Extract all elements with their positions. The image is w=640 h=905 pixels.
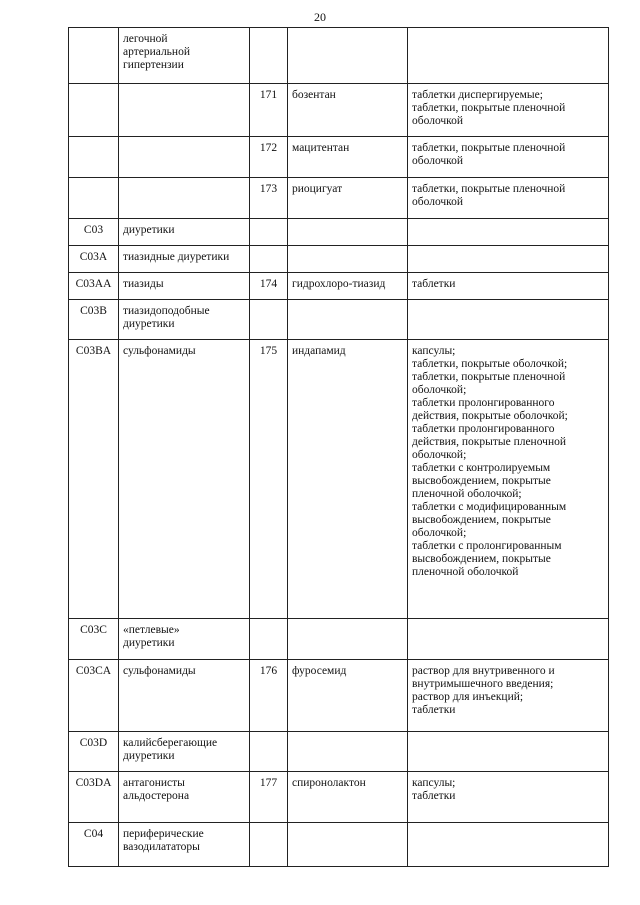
row-number-cell: 172: [250, 137, 288, 178]
dosage-forms-cell: [408, 178, 609, 219]
drug-name-cell: [288, 300, 408, 340]
atc-group-line: диуретики: [123, 318, 175, 330]
drug-name-cell: фуросемид: [288, 660, 408, 732]
drug-name-cell: гидрохлоро-тиазид: [288, 273, 408, 300]
drug-table: [68, 27, 609, 867]
drug-name-cell: бозентан: [288, 84, 408, 137]
atc-group-line: сульфонамиды: [123, 665, 196, 677]
table-row: [69, 823, 609, 867]
row-number-cell: 174: [250, 273, 288, 300]
table-row: [69, 300, 609, 340]
dosage-forms-line: таблетки пролонгированного: [412, 423, 555, 435]
atc-group-line: альдостерона: [123, 790, 190, 802]
dosage-forms-cell: [408, 137, 609, 178]
dosage-forms-cell: [408, 660, 609, 732]
row-number-cell: [250, 28, 288, 84]
atc-group-line: калийсберегающие: [123, 737, 218, 749]
dosage-forms-line: таблетки с пролонгированным: [412, 540, 562, 552]
atc-code-cell: C03CA: [69, 660, 119, 732]
atc-group-cell: [119, 772, 250, 823]
row-number-cell: 176: [250, 660, 288, 732]
atc-code-cell: [69, 137, 119, 178]
table-row: [69, 178, 609, 219]
dosage-forms-line: действия, покрытые пленочной: [412, 436, 567, 448]
dosage-forms-line: таблетки: [412, 790, 456, 802]
atc-group-line: тиазиды: [123, 278, 164, 290]
row-number-cell: 171: [250, 84, 288, 137]
atc-group-line: артериальной: [123, 46, 190, 58]
dosage-forms-cell: [408, 823, 609, 867]
dosage-forms-cell: [408, 246, 609, 273]
table-row: [69, 619, 609, 660]
dosage-forms-line: таблетки, покрытые пленочной: [412, 183, 566, 195]
atc-group-cell: [119, 823, 250, 867]
dosage-forms-line: пленочной оболочкой: [412, 566, 519, 578]
dosage-forms-line: оболочкой: [412, 196, 464, 208]
atc-group-cell: [119, 219, 250, 246]
table-row: [69, 340, 609, 619]
row-number-cell: 177: [250, 772, 288, 823]
dosage-forms-line: оболочкой;: [412, 384, 467, 396]
atc-code-cell: C03D: [69, 732, 119, 772]
dosage-forms-cell: [408, 219, 609, 246]
table-row: [69, 660, 609, 732]
row-number-cell: [250, 246, 288, 273]
drug-name-cell: [288, 28, 408, 84]
atc-code-cell: C03BA: [69, 340, 119, 619]
drug-name-cell: риоцигуат: [288, 178, 408, 219]
drug-name-cell: мацитентан: [288, 137, 408, 178]
row-number-cell: [250, 219, 288, 246]
atc-group-cell: [119, 137, 250, 178]
atc-code-cell: C03C: [69, 619, 119, 660]
drug-name-cell: индапамид: [288, 340, 408, 619]
page-number: 20: [314, 10, 326, 24]
atc-group-cell: [119, 732, 250, 772]
atc-group-cell: [119, 300, 250, 340]
dosage-forms-line: действия, покрытые оболочкой;: [412, 410, 568, 422]
table-row: [69, 219, 609, 246]
dosage-forms-line: высвобождением, покрытые: [412, 514, 551, 526]
drug-name-cell: [288, 823, 408, 867]
atc-group-cell: [119, 178, 250, 219]
dosage-forms-line: таблетки: [412, 278, 456, 290]
atc-code-cell: C04: [69, 823, 119, 867]
table-row: [69, 246, 609, 273]
dosage-forms-line: таблетки с модифицированным: [412, 501, 567, 513]
atc-group-cell: [119, 619, 250, 660]
drug-name-cell: [288, 219, 408, 246]
dosage-forms-cell: [408, 340, 609, 619]
drug-name-cell: спиронолактон: [288, 772, 408, 823]
atc-group-line: диуретики: [123, 637, 175, 649]
row-number-cell: 175: [250, 340, 288, 619]
dosage-forms-line: капсулы;: [412, 345, 456, 357]
atc-code-cell: C03A: [69, 246, 119, 273]
dosage-forms-line: внутримышечного введения;: [412, 678, 554, 690]
atc-group-line: вазодилататоры: [123, 841, 200, 853]
dosage-forms-cell: [408, 273, 609, 300]
dosage-forms-line: раствор для инъекций;: [412, 691, 524, 703]
dosage-forms-line: высвобождением, покрытые: [412, 553, 551, 565]
atc-group-line: тиазидоподобные: [123, 305, 210, 317]
dosage-forms-cell: [408, 84, 609, 137]
dosage-forms-line: таблетки, покрытые пленочной: [412, 102, 566, 114]
dosage-forms-line: высвобождением, покрытые: [412, 475, 551, 487]
atc-code-cell: C03AA: [69, 273, 119, 300]
table-row: [69, 84, 609, 137]
atc-group-cell: [119, 246, 250, 273]
dosage-forms-line: раствор для внутривенного и: [412, 665, 555, 677]
dosage-forms-line: таблетки диспергируемые;: [412, 89, 543, 101]
atc-group-cell: [119, 84, 250, 137]
dosage-forms-line: оболочкой;: [412, 527, 467, 539]
atc-group-line: диуретики: [123, 224, 175, 236]
dosage-forms-cell: [408, 300, 609, 340]
atc-group-line: антагонисты: [123, 777, 185, 789]
drug-name-cell: [288, 619, 408, 660]
dosage-forms-line: оболочкой: [412, 155, 464, 167]
atc-code-cell: [69, 28, 119, 84]
table-row: [69, 732, 609, 772]
atc-code-cell: C03: [69, 219, 119, 246]
atc-group-line: легочной: [123, 33, 168, 45]
row-number-cell: [250, 619, 288, 660]
atc-group-line: диуретики: [123, 750, 175, 762]
drug-name-cell: [288, 246, 408, 273]
atc-group-cell: [119, 660, 250, 732]
dosage-forms-line: таблетки, покрытые оболочкой;: [412, 358, 568, 370]
dosage-forms-line: таблетки пролонгированного: [412, 397, 555, 409]
dosage-forms-line: таблетки, покрытые пленочной: [412, 142, 566, 154]
row-number-cell: [250, 300, 288, 340]
dosage-forms-line: пленочной оболочкой;: [412, 488, 522, 500]
atc-code-cell: C03B: [69, 300, 119, 340]
row-number-cell: [250, 823, 288, 867]
row-number-cell: 173: [250, 178, 288, 219]
table-row: [69, 772, 609, 823]
atc-group-line: сульфонамиды: [123, 345, 196, 357]
dosage-forms-line: капсулы;: [412, 777, 456, 789]
atc-code-cell: C03DA: [69, 772, 119, 823]
atc-group-cell: [119, 273, 250, 300]
atc-group-line: гипертензии: [123, 59, 184, 71]
atc-group-cell: [119, 28, 250, 84]
dosage-forms-cell: [408, 732, 609, 772]
atc-group-line: периферические: [123, 828, 204, 840]
atc-code-cell: [69, 178, 119, 219]
table-row: [69, 137, 609, 178]
table-row: [69, 28, 609, 84]
dosage-forms-line: таблетки: [412, 704, 456, 716]
atc-group-line: тиазидные диуретики: [123, 251, 230, 263]
dosage-forms-cell: [408, 619, 609, 660]
row-number-cell: [250, 732, 288, 772]
atc-code-cell: [69, 84, 119, 137]
dosage-forms-line: таблетки, покрытые пленочной: [412, 371, 566, 383]
dosage-forms-line: оболочкой: [412, 115, 464, 127]
dosage-forms-cell: [408, 772, 609, 823]
dosage-forms-cell: [408, 28, 609, 84]
atc-group-line: «петлевые»: [123, 624, 180, 636]
drug-name-cell: [288, 732, 408, 772]
dosage-forms-line: оболочкой;: [412, 449, 467, 461]
atc-group-cell: [119, 340, 250, 619]
table-row: [69, 273, 609, 300]
dosage-forms-line: таблетки с контролируемым: [412, 462, 551, 474]
